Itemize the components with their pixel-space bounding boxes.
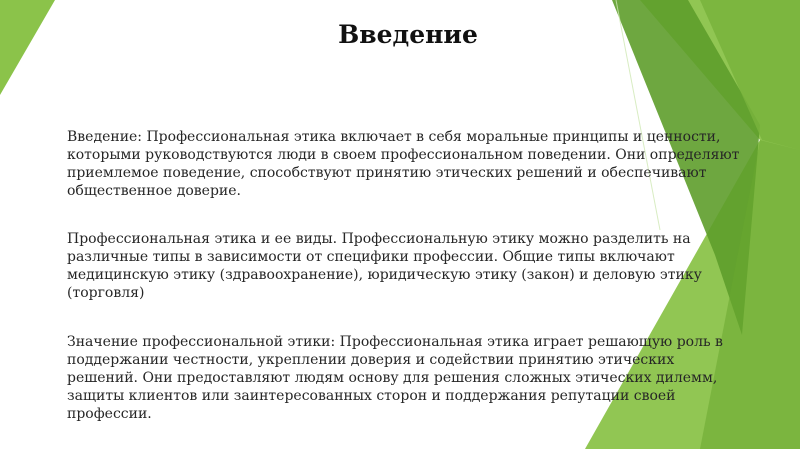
paragraph-ethics-importance: Значение профессиональной этики: Профессиональная этика играет решающую роль в поддержании честности, укреплении доверия и содействии принятию этических решений. Они предоставляют людям основу для решения сложных этических дилемм, защиты клиентов или заинтересованных сторон и поддержания репутации своей профессии. — [67, 334, 723, 422]
paragraph-ethics-types: Профессиональная этика и ее виды. Профессиональную этику можно разделить на различные типы в зависимости от специфики профессии. Общие типы включают медицинскую этику (здравоохранение), юридическую этику (закон) и деловую этику (торговля) — [67, 231, 702, 301]
slide-title: Введение — [338, 20, 478, 49]
paragraph-introduction: Введение: Профессиональная этика включает в себя моральные принципы и ценности, которыми руководствуются люди в своем профессиональном поведении. Они определяют приемлемое поведение, способствуют принятию этических решений и обеспечивают общественное доверие. — [67, 129, 740, 199]
